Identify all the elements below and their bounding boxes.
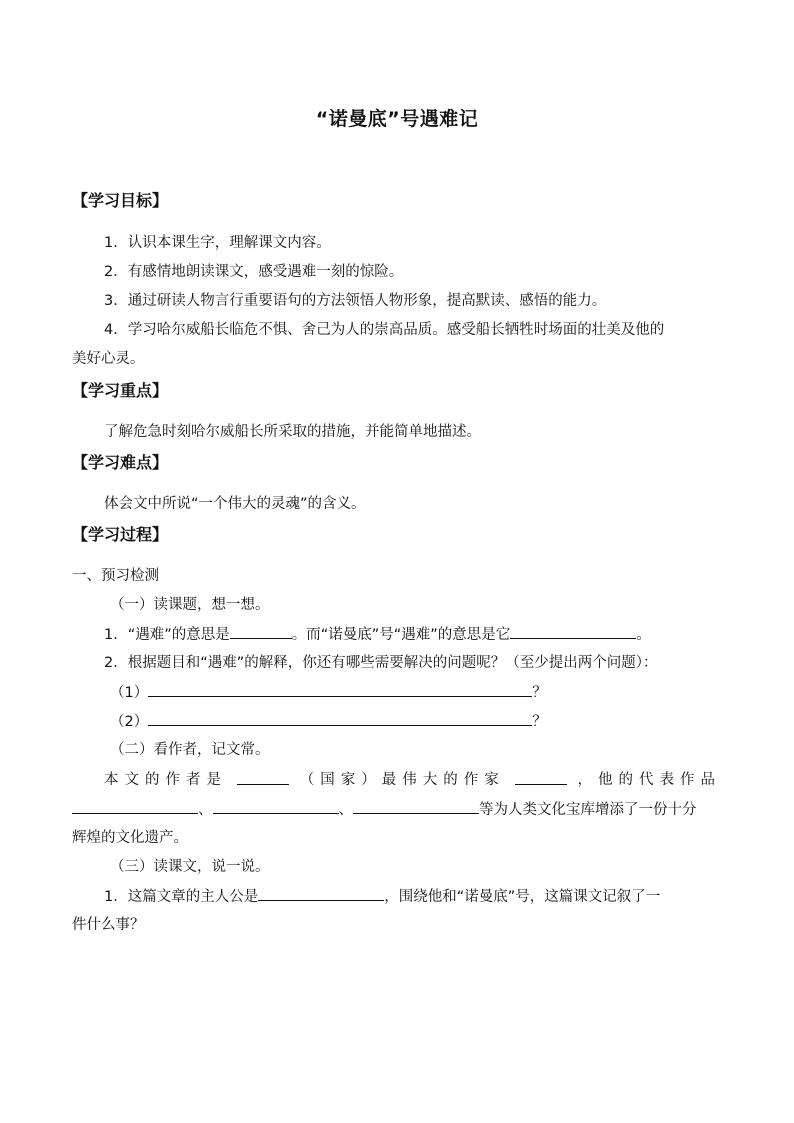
- goals-heading: 【学习目标】: [72, 191, 169, 210]
- sub1-title: （一）读课题，想一想。: [110, 597, 270, 613]
- question-1-part-c: 。: [636, 627, 651, 643]
- separator: 、: [338, 802, 353, 818]
- question-mark: ？: [532, 714, 547, 730]
- sub2-title: （二）看作者，记文常。: [110, 742, 270, 758]
- difficult-text: 体会文中所说“一个伟大的灵魂”的含义。: [104, 496, 366, 512]
- answer-blank[interactable]: [213, 798, 339, 814]
- answer-blank[interactable]: [510, 623, 636, 639]
- answer-blank[interactable]: [353, 798, 479, 814]
- author-text-b: （国家）最伟大的作家: [299, 772, 505, 788]
- question-2-item-2: [110, 710, 730, 733]
- question-3: [104, 885, 724, 908]
- question-1-part-b: 。而“诺曼底”号“遇难”的意思是它: [291, 627, 511, 643]
- author-line-3: 辉煌的文化遗产。: [72, 830, 188, 846]
- author-text-d: 等为人类文化宝库增添了一份十分: [479, 802, 697, 818]
- item-label: （1）: [110, 685, 149, 701]
- key-heading: 【学习重点】: [72, 381, 169, 400]
- key-text: 了解危急时刻哈尔威船长所采取的措施，并能简单地描述。: [104, 424, 481, 440]
- question-1-part-a: 1．“遇难”的意思是: [104, 627, 230, 643]
- question-3-part-b: ，围绕他和“诺曼底”号，这篇课文记叙了一: [384, 889, 661, 905]
- answer-blank[interactable]: [258, 885, 384, 901]
- question-3-continued: 件什么事？: [72, 917, 145, 933]
- part1-title: 一、预习检测: [72, 568, 159, 584]
- question-2-item-1: [110, 681, 730, 704]
- answer-blank[interactable]: [515, 769, 567, 785]
- goal-item-3: 3．通过研读人物言行重要语句的方法领悟人物形象，提高默读、感悟的能力。: [104, 293, 607, 309]
- goal-item-2: 2．有感情地朗读课文，感受遇难一刻的惊险。: [104, 264, 404, 280]
- item-label: （2）: [110, 714, 149, 730]
- question-3-part-a: 1．这篇文章的主人公是: [104, 889, 259, 905]
- goal-item-4-continued: 美好心灵。: [72, 351, 145, 367]
- author-text-c: ，他的代表作品: [577, 772, 721, 788]
- sub3-title: （三）读课文，说一说。: [110, 859, 270, 875]
- author-line-1: [104, 769, 721, 791]
- separator: 、: [198, 802, 213, 818]
- author-text-a: 本文的作者是: [104, 772, 227, 788]
- answer-blank[interactable]: [72, 798, 198, 814]
- author-line-2: [72, 798, 722, 821]
- difficult-heading: 【学习难点】: [72, 453, 169, 472]
- goal-item-4: 4．学习哈尔威船长临危不惧、舍己为人的崇高品质。感受船长牺牲时场面的壮美及他的: [104, 322, 665, 338]
- answer-blank[interactable]: [230, 623, 292, 639]
- document-title: “诺曼底”号遇难记: [315, 108, 479, 130]
- question-2: 2．根据题目和“遇难”的解释，你还有哪些需要解决的问题呢？（至少提出两个问题）：: [104, 655, 658, 671]
- question-mark: ？: [532, 685, 547, 701]
- question-1: [104, 623, 724, 646]
- answer-blank[interactable]: [148, 681, 532, 697]
- answer-blank[interactable]: [148, 710, 532, 726]
- process-heading: 【学习过程】: [72, 525, 169, 544]
- answer-blank[interactable]: [237, 769, 289, 785]
- goal-item-1: 1．认识本课生字，理解课文内容。: [104, 235, 331, 251]
